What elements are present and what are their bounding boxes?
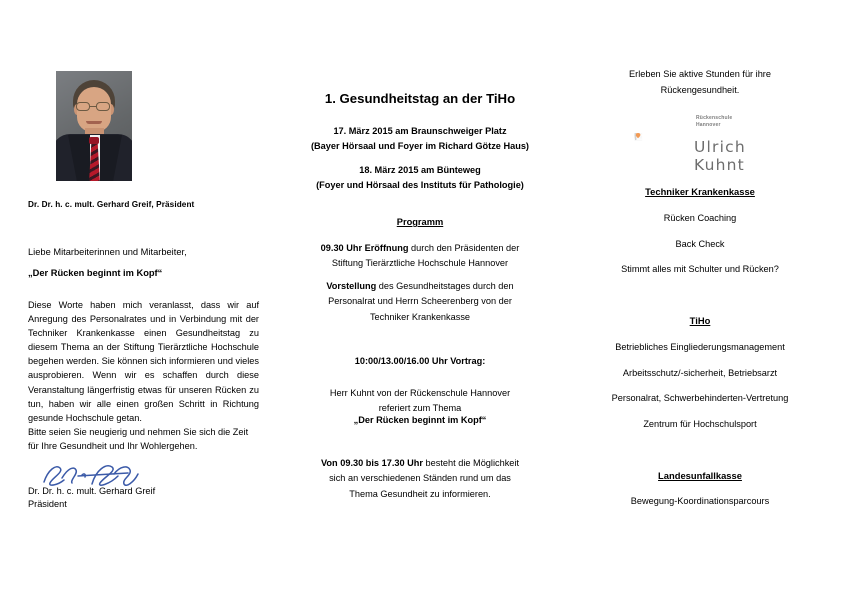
programm-item-1 xyxy=(289,241,551,272)
list-item: Stimmt alles mit Schulter und Rücken? xyxy=(621,264,779,274)
section-heading-text: TiHo xyxy=(689,315,711,326)
portrait-mouth xyxy=(86,121,102,124)
vortrag-speaker-line-2: referiert zum Thema xyxy=(378,403,462,414)
stands-time-start: 09.30 xyxy=(340,458,364,468)
programm-item-2-label: Vorstellung xyxy=(326,281,377,291)
stands-mid: bis xyxy=(363,458,382,468)
event-date-1-line-1: 17. März 2015 am Braunschweiger Platz xyxy=(333,126,507,136)
logo-wordmark: Ulrich Kuhnt xyxy=(694,138,746,174)
logo-small-text xyxy=(696,115,732,129)
letter-body xyxy=(28,298,259,453)
letter-motto: „Der Rücken beginnt im Kopf“ xyxy=(28,268,163,278)
list-item: Arbeitsschutz/-sicherheit, Betriebsarzt xyxy=(622,367,778,378)
stands-pre: Von xyxy=(320,458,341,468)
letter-sign-off xyxy=(28,485,268,510)
logo-heart-spine-icon xyxy=(634,110,656,164)
programm-item-2-line-2: Personalrat und Herrn Scheerenberg von der xyxy=(328,296,512,307)
stands-post: Uhr xyxy=(404,458,423,468)
stands-info-line-3: Thema Gesundheit zu informieren. xyxy=(349,488,491,499)
stands-info-line-2: sich an verschiedenen Ständen rund um das xyxy=(329,473,511,484)
stands-info xyxy=(289,456,551,502)
stands-time-end: 17.30 xyxy=(381,458,405,468)
section-list-techniker-krankenkasse xyxy=(580,213,820,274)
logo-small-text-line-1: Rückenschule xyxy=(696,115,733,121)
president-portrait-photo xyxy=(56,71,132,181)
list-item: Rücken Coaching xyxy=(663,213,737,223)
event-date-2-line-1: 18. März 2015 am Bünteweg xyxy=(359,165,481,175)
section-heading-text: Techniker Krankenkasse xyxy=(645,186,755,197)
stands-info-line-1 xyxy=(289,456,551,471)
programm-item-1-line-2: Stiftung Tierärztliche Hochschule Hannover xyxy=(331,258,509,269)
section-list-tiho xyxy=(580,342,820,429)
right-intro-line-2: Rückengesundheit. xyxy=(660,85,740,95)
programm-item-1-time: 09.30 Uhr Eröffnung xyxy=(320,243,409,253)
programm-item-1-line-1 xyxy=(289,241,551,256)
event-date-1-line-2: (Bayer Hörsaal und Foyer im Richard Götze Haus) xyxy=(310,141,529,152)
vortrag-lecture-title: „Der Rücken beginnt im Kopf“ xyxy=(353,415,487,425)
programm-heading-text: Programm xyxy=(396,217,444,227)
section-heading-tiho xyxy=(580,315,820,326)
event-date-block-2 xyxy=(289,163,551,194)
sign-off-name: Dr. Dr. h. c. mult. Gerhard Greif xyxy=(28,486,156,496)
vortrag-speaker-line-1: Herr Kuhnt von der Rückenschule Hannover xyxy=(329,388,511,398)
programm-item-2-line-3: Techniker Krankenkasse xyxy=(369,311,471,322)
list-item: Personalrat, Schwerbehinderten-Vertretung xyxy=(611,393,789,403)
letter-body-closing: Bitte seien Sie neugierig und nehmen Sie sich die Zeit für Ihre Gesundheit und Ihr Wohlergehen. xyxy=(28,426,249,451)
letter-body-paragraph: Diese Worte haben mich veranlasst, dass wir auf Anregung des Personalrates und in Verbindung mit der Techniker Krankenkasse einen Gesundheitstag zu diesem Thema an der Stiftung Tierärztliche Hochschule begehen werden. Sie können sich informieren und vieles ausprobieren. Wenn wir es schaffen durch diese Veranstaltung längerfristig etwas für unseren Rücken zu tun, haben wir alle einen großen Schritt in Richtung gesunde Hochschule getan. xyxy=(28,300,259,423)
list-item: Bewegung-Koordinationsparcours xyxy=(630,496,770,506)
programm-heading xyxy=(289,217,551,227)
section-list-landesunfallkasse xyxy=(580,496,820,506)
logo-small-text-line-2: Hannover xyxy=(696,122,721,128)
programm-item-1-rest: durch den Präsidenten der xyxy=(408,243,520,253)
event-title: 1. Gesundheitstag an der TiHo xyxy=(324,91,516,106)
portrait-glasses xyxy=(76,102,112,111)
president-byline: Dr. Dr. h. c. mult. Gerhard Greif, Präsident xyxy=(28,200,195,209)
programm-item-2-line-1 xyxy=(289,279,551,294)
programm-item-2-rest: des Gesundheitstages durch den xyxy=(376,281,514,291)
letter-salutation: Liebe Mitarbeiterinnen und Mitarbeiter, xyxy=(28,247,187,257)
vortrag-times: 10:00/13.00/16.00 Uhr Vortrag: xyxy=(354,356,486,366)
event-date-2-line-2: (Foyer und Hörsaal des Instituts für Pathologie) xyxy=(316,180,524,191)
stands-rest: besteht die Möglichkeit xyxy=(422,458,519,468)
section-heading-landesunfallkasse xyxy=(580,470,820,481)
list-item: Betriebliches Eingliederungsmanagement xyxy=(615,342,785,352)
event-date-block-1 xyxy=(289,124,551,155)
list-item: Zentrum für Hochschulsport xyxy=(643,418,757,429)
section-heading-techniker-krankenkasse xyxy=(580,186,820,197)
right-intro-line-1: Erleben Sie aktive Stunden für ihre xyxy=(629,69,771,79)
programm-item-2 xyxy=(289,279,551,325)
ruckenschule-hannover-logo xyxy=(632,110,784,174)
list-item: Back Check xyxy=(675,238,725,249)
sign-off-role: Präsident xyxy=(28,498,67,509)
section-heading-text: Landesunfallkasse xyxy=(658,470,742,481)
portrait-tie-knot xyxy=(89,137,99,144)
right-intro xyxy=(580,66,820,98)
